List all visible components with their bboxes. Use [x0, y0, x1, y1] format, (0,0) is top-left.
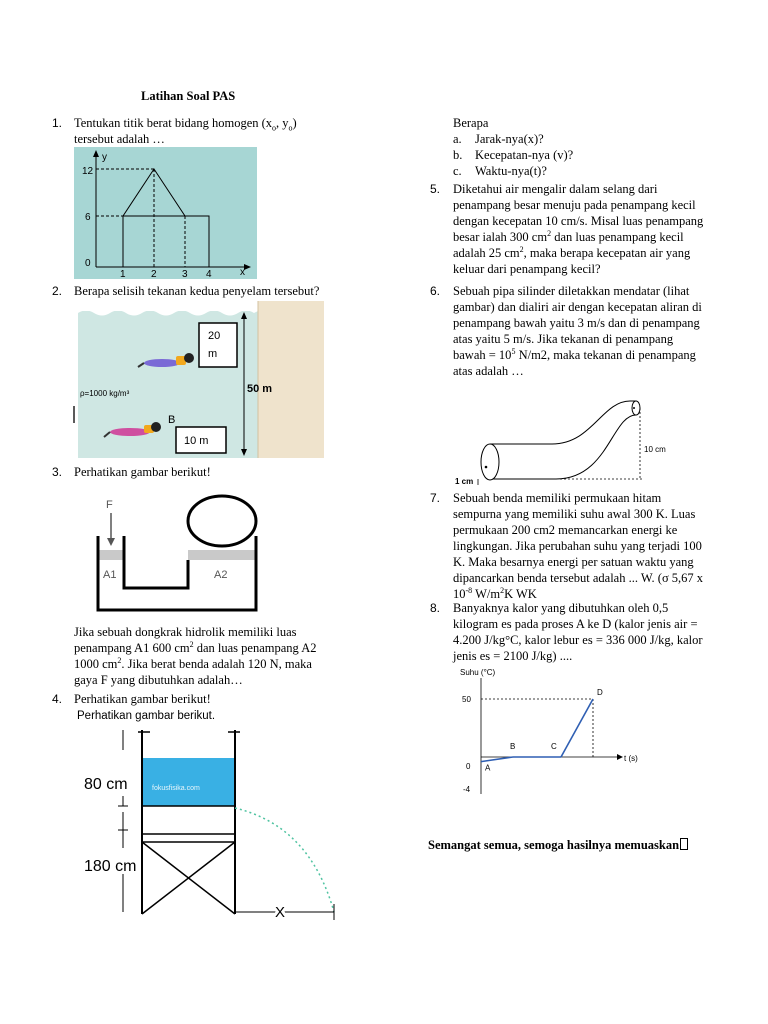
closing-text: Semangat semua, semoga hasilnya memuaskan [428, 837, 688, 853]
q6-line3: penampang bawah yaitu 3 m/s dan di penampang [453, 316, 700, 330]
q3-a1: A1 [103, 569, 117, 581]
q6-line5: bawah = $10^5$ N/m2, maka tekanan di penampang [453, 346, 696, 362]
q5-line6: keluar dari penampang kecil? [453, 262, 601, 276]
q1-xtick-2: 2 [151, 269, 157, 279]
q2-number: 2. [52, 284, 63, 298]
chart-xlabel: t (s) [624, 754, 638, 763]
q2-label-b: B [168, 414, 176, 426]
q3-force-label: F [106, 499, 113, 511]
q7-number: 7. [430, 491, 441, 505]
q4-item-b: Kecepatan-nya (v)? [475, 148, 574, 162]
q5-number: 5. [430, 182, 441, 196]
q1-x-label: x [240, 267, 245, 278]
q3-number: 3. [52, 465, 63, 479]
closing-glyph-icon [680, 838, 688, 850]
q1-figure [74, 147, 257, 279]
q5-line2: penampang besar menuju pada penampang kecil [453, 198, 696, 212]
q6-line4: atas yaitu 5 m/s. Jika tekanan di penampang [453, 332, 674, 346]
q4-dim-bottom: 180 cm [84, 858, 137, 875]
q2-text: Berapa selisih tekanan kedua penyelam tersebut? [74, 284, 320, 298]
q3-a2: A2 [214, 569, 228, 581]
q5-line4: besar ialah 300 $cm^2$ dan luas penampang kecil [453, 228, 684, 244]
q7-line6: dipancarkan benda tersebut adalah ... W. (σ 5,67 x [453, 571, 704, 585]
q1-xtick-1: 1 [120, 269, 126, 279]
q7-line2: sempurna yang memiliki suhu awal 300 K. Luas [453, 507, 696, 521]
chart-ylabel: Suhu (°C) [460, 668, 496, 677]
chart-ytick-neg4: -4 [463, 785, 471, 794]
chart-ytick-50: 50 [462, 695, 471, 704]
water-fill [143, 758, 234, 806]
q8-line1: Banyaknya kalor yang dibutuhkan oleh 0,5 [453, 601, 669, 615]
q4-number: 4. [52, 692, 63, 706]
q3-para-2: penampang A1 600 $cm^2$ dan luas penampang A2 [74, 639, 317, 655]
q1-ytick-6: 6 [85, 212, 91, 223]
q2-box-bottom: 10 m [184, 435, 209, 447]
q6-line6: atas adalah … [453, 364, 524, 378]
q3-text: Perhatikan gambar berikut! [74, 465, 211, 479]
chart-point-label-A: A [485, 763, 491, 773]
q1-line2: tersebut adalah … [74, 132, 165, 146]
q1-xtick-3: 3 [182, 269, 188, 279]
q6-line1: Sebuah pipa silinder diletakkan mendatar (lihat [453, 284, 690, 298]
q1-ytick-12: 12 [82, 166, 94, 177]
q4-item-b-letter: b. [453, 148, 463, 162]
q3-para-1: Jika sebuah dongkrak hidrolik memiliki luas [74, 625, 297, 639]
q6-small-label: 1 cm [455, 477, 474, 486]
q2-figure [72, 301, 324, 458]
q4-item-c-letter: c. [453, 164, 462, 178]
q4-dim-top: 80 cm [84, 776, 128, 793]
q4-berapa: Berapa [453, 116, 489, 130]
q4-caption: Perhatikan gambar berikut. [77, 710, 216, 722]
q4-item-a: Jarak-nya(x)? [475, 132, 544, 146]
q3-para-3: 1000 $cm^2$. Jika berat benda adalah 120 N, maka [74, 655, 312, 671]
chart-point-label-C: C [551, 742, 557, 751]
q6-height-label: 10 cm [644, 445, 666, 454]
q8-line4: jenis es = 2100 J/kg) .... [453, 649, 573, 663]
q3-para-4: gaya F yang dibutuhkan adalah… [74, 673, 243, 687]
q4-text: Perhatikan gambar berikut! [74, 692, 211, 706]
q5-line1: Diketahui air mengalir dalam selang dari [453, 182, 658, 196]
q2-depth: 50 m [247, 383, 273, 395]
q4-item-a-letter: a. [453, 132, 462, 146]
q1-y-label: y [102, 152, 107, 163]
q8-chart [456, 664, 656, 798]
q7-line1: Sebuah benda memiliki permukaan hitam [453, 491, 662, 505]
q7-line3: permukaan 200 cm2 memancarkan energi ke [453, 523, 678, 537]
q4-figure [80, 726, 342, 922]
q6-figure [452, 393, 684, 489]
q4-watermark: fokusfisika.com [152, 785, 200, 792]
q2-box-top-b: m [208, 348, 218, 360]
q2-rho: ρ=1000 kg/m³ [80, 389, 130, 398]
q6-number: 6. [430, 284, 441, 298]
chart-point-label-B: B [510, 742, 516, 751]
q4-x-label: X [275, 904, 286, 921]
q3-figure [92, 488, 267, 614]
q5-line5: adalah 25 $cm^2$, maka berapa kecepatan air yang [453, 244, 691, 260]
q1-ytick-0: 0 [85, 258, 91, 269]
chart-segment-AB [481, 757, 513, 762]
q8-number: 8. [430, 601, 441, 615]
q8-line2: kilogram es pada proses A ke D (kalor jenis air = [453, 617, 698, 631]
q1-xtick-4: 4 [206, 269, 212, 279]
q7-line4: lingkungan. Jika perubahan suhu yang terjadi 100 [453, 539, 702, 553]
q8-line3: 4.200 J/kg°C, kalor lebur es = 336 000 J/kg, kalor [453, 633, 703, 647]
page-title: Latihan Soal PAS [141, 89, 236, 103]
chart-segment-CD [561, 699, 593, 757]
q7-line7: $10^{-8}$ $W/m^2K$ WK [453, 585, 537, 601]
chart-point-label-D: D [597, 688, 603, 697]
q6-line2: gambar) dan dialiri air dengan kecepatan aliran di [453, 300, 702, 314]
q1-number: 1. [52, 116, 63, 130]
q7-line5: K. Maka besarnya energi per satuan waktu yang [453, 555, 694, 569]
q5-line3: dengan kecepatan 10 cm/s. Misal luas penampang [453, 214, 704, 228]
q1-line1: Tentukan titik berat bidang homogen ($x_o$, $y_o$) [74, 116, 297, 133]
q4-item-c: Waktu-nya(t)? [475, 164, 547, 178]
chart-ytick-0: 0 [466, 762, 471, 771]
q2-box-top-a: 20 [208, 330, 221, 342]
